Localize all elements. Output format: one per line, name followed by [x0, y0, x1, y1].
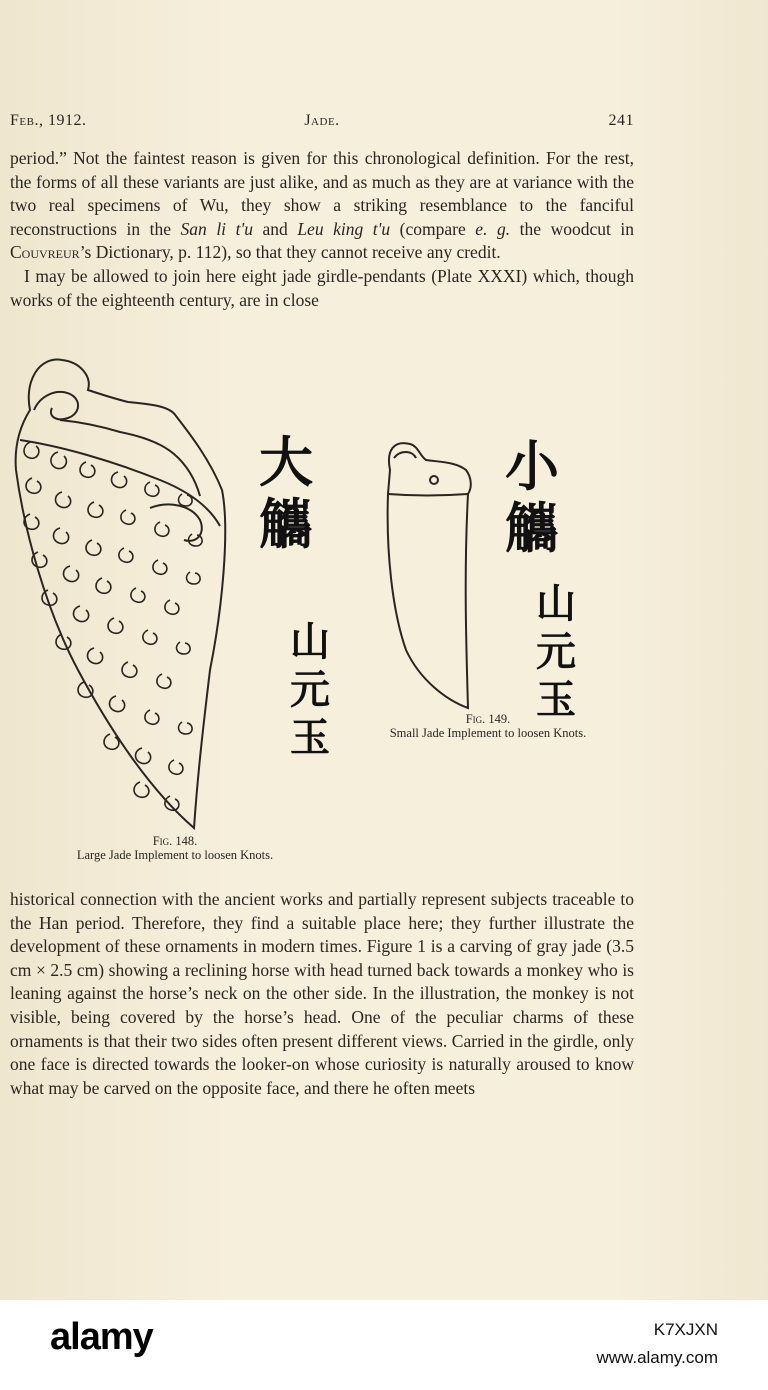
top-text-block [10, 147, 634, 312]
small-seal-characters: 小觿 [505, 435, 559, 560]
fig-148-caption [40, 834, 310, 862]
paragraph-3: historical connection with the ancient works and partially represent subjects traceable to the Han period. Therefore, they find a suitable place here; they further illustrate the development of these ornaments in modern times. Figure 1 is a carving of gray jade (3.5 cm × 2.5 cm) showing a reclining horse with head turned back towards a monkey who is leaning against the horse’s neck on the other side. In the illustration, the monkey is not visible, being covered by the horse’s head. One of the peculiar charms of these ornaments is that their two sides often present different views. Carried in the girdle, only one face is directed towards the looker-on whose curiosity is naturally aroused to know what may be carved on the opposite face, and there he often meets [10, 889, 634, 1098]
large-seal-characters: 大觿 [259, 431, 313, 556]
large-seal-signature: 山元玉 [290, 619, 330, 761]
fig-148-label: Fig. 148. [152, 834, 198, 848]
jade-implements-illustration [0, 350, 768, 870]
fig-149-text: Small Jade Implement to loosen Knots. [389, 726, 587, 740]
fig-149-caption [380, 712, 596, 740]
large-jade-implement-drawing [16, 360, 226, 828]
book-title-san-li: San li t'u [180, 218, 253, 239]
book-title-leu-king: Leu king t'u [297, 218, 391, 239]
stock-footer [0, 1300, 768, 1390]
paragraph-2: I may be allowed to join here eight jade girdle-pendants (Plate XXXI) which, though works of the eighteenth century, are in close [10, 265, 634, 310]
running-head-title: Jade. [304, 112, 340, 129]
fig-149-label: Fig. 149. [465, 712, 511, 726]
bottom-text-block [10, 888, 634, 1100]
running-head [10, 112, 634, 136]
small-seal-signature: 山元玉 [536, 581, 576, 723]
figure-area [0, 350, 768, 870]
small-jade-implement-drawing [388, 443, 471, 708]
paragraph-1: period.” Not the faintest reason is given for this chronological definition. For the rest, the forms of all these variants are just alike, and as much as they are at variance with the two real specimens of Wu, they show a striking resemblance to the fanciful reconstructions in the San li t'u and Leu king t'u (compare e. g. the woodcut in Couvreur’s Dictionary, p. 112), so that they cannot receive any credit. [10, 148, 634, 263]
running-head-date: Feb., 1912. [10, 112, 87, 129]
page-number: 241 [608, 112, 634, 129]
author-couvreur: Couvreur [10, 242, 80, 263]
fig-148-text: Large Jade Implement to loosen Knots. [76, 848, 274, 862]
alamy-logo: alamy [50, 1316, 153, 1358]
image-id: K7XJXN [653, 1320, 718, 1339]
swirl-pattern [24, 442, 202, 810]
footer-url[interactable]: www.alamy.com [596, 1348, 718, 1367]
